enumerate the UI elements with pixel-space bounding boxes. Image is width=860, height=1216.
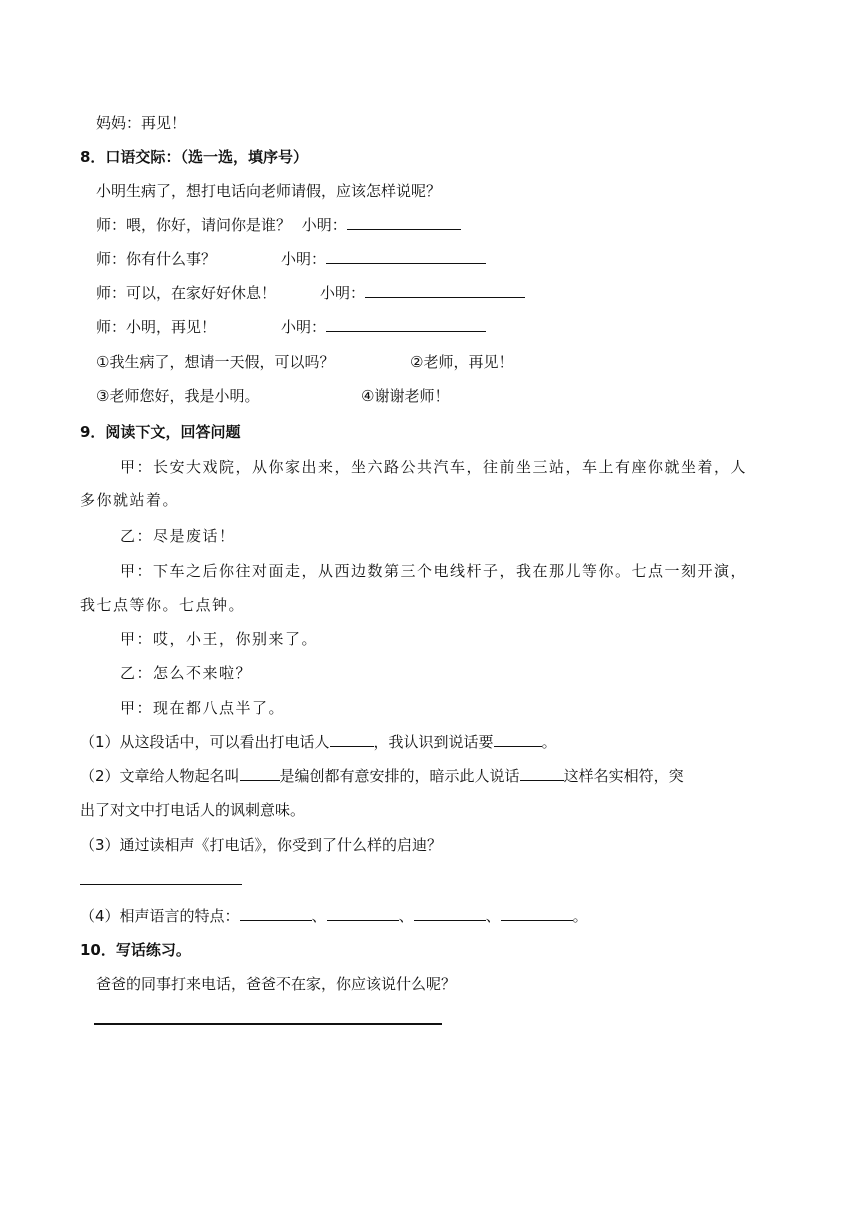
student-label: 小明：	[281, 318, 327, 336]
answer-blank[interactable]	[365, 283, 525, 298]
answer-blank[interactable]	[326, 249, 486, 264]
option-2: ②老师，再见！	[410, 353, 514, 371]
student-label: 小明：	[281, 250, 327, 268]
separator: 、	[398, 907, 414, 925]
answer-blank[interactable]	[501, 906, 573, 921]
answer-blank[interactable]	[327, 906, 399, 921]
student-label: 小明：	[301, 216, 347, 234]
answer-blank[interactable]	[414, 906, 486, 921]
passage-line: 乙：怎么不来啦？	[120, 664, 253, 682]
q9-sub2-cont: 出了对文中打电话人的讽刺意味。	[80, 801, 306, 819]
answer-blank[interactable]	[347, 215, 461, 230]
teacher-line: 师：可以，在家好好休息！	[96, 284, 277, 302]
q8-title: 8．口语交际：（选一选，填序号）	[80, 148, 308, 166]
q10-prompt: 爸爸的同事打来电话，爸爸不在家，你应该说什么呢？	[96, 975, 457, 993]
sub2-text: （2）文章给人物起名叫	[80, 767, 240, 785]
end-mark: 。	[572, 907, 588, 925]
separator: 、	[485, 907, 501, 925]
teacher-line: 师：小明，再见！	[96, 318, 217, 336]
student-label: 小明：	[320, 284, 366, 302]
answer-line[interactable]	[80, 884, 242, 885]
teacher-line: 师：喂，你好，请问你是谁？	[96, 216, 292, 234]
q9-sub2	[80, 765, 684, 787]
q9-sub4	[80, 905, 588, 927]
sub1-text: 。	[541, 733, 557, 751]
q9-title: 9．阅读下文，回答问题	[80, 423, 241, 441]
q9-sub1	[80, 731, 557, 753]
q8-dialog-row-answer	[281, 316, 486, 338]
q8-dialog-row	[96, 248, 216, 270]
q8-dialog-row-answer	[320, 282, 525, 304]
answer-blank[interactable]	[240, 906, 312, 921]
q9-sub3: （3）通过读相声《打电话》，你受到了什么样的启迪？	[80, 836, 443, 854]
passage-line: 我七点等你。七点钟。	[80, 596, 246, 614]
passage-line: 甲：下车之后你往对面走，从西边数第三个电线杆子，我在那儿等你。七点一刻开演，	[120, 562, 748, 580]
q10-title: 10．写话练习。	[80, 941, 191, 959]
q8-dialog-row-answer	[281, 248, 486, 270]
answer-line[interactable]	[94, 1023, 442, 1025]
answer-blank[interactable]	[494, 732, 542, 747]
q8-dialog-row	[96, 316, 216, 338]
answer-blank[interactable]	[326, 317, 486, 332]
teacher-line: 师：你有什么事？	[96, 250, 217, 268]
passage-line: 乙：尽是废话！	[120, 527, 236, 545]
sub2-text: 这样名实相符，突	[563, 767, 684, 785]
option-1: ①我生病了，想请一天假，可以吗？	[96, 353, 335, 371]
separator: 、	[311, 907, 327, 925]
q8-dialog-row	[96, 214, 461, 236]
sub2-text: 是编创都有意安排的，暗示此人说话	[279, 767, 520, 785]
option-4: ④谢谢老师！	[361, 387, 450, 405]
sub1-text: ，我认识到说话要	[373, 733, 494, 751]
option-3: ③老师您好，我是小明。	[96, 387, 260, 405]
passage-line: 甲：长安大戏院，从你家出来，坐六路公共汽车，往前坐三站，车上有座你就坐着，人	[120, 458, 748, 476]
sub1-text: （1）从这段话中，可以看出打电话人	[80, 733, 330, 751]
passage-line: 甲：哎，小王，你别来了。	[120, 630, 319, 648]
passage-line: 多你就站着。	[80, 491, 180, 509]
passage-line: 甲：现在都八点半了。	[120, 699, 286, 717]
q8-dialog-row	[96, 282, 276, 304]
answer-blank[interactable]	[330, 732, 374, 747]
sub4-text: （4）相声语言的特点：	[80, 907, 240, 925]
mama-line: 妈妈：再见！	[96, 114, 187, 132]
answer-blank[interactable]	[520, 766, 564, 781]
q8-intro: 小明生病了，想打电话向老师请假，应该怎样说呢？	[96, 182, 442, 200]
answer-blank[interactable]	[240, 766, 280, 781]
